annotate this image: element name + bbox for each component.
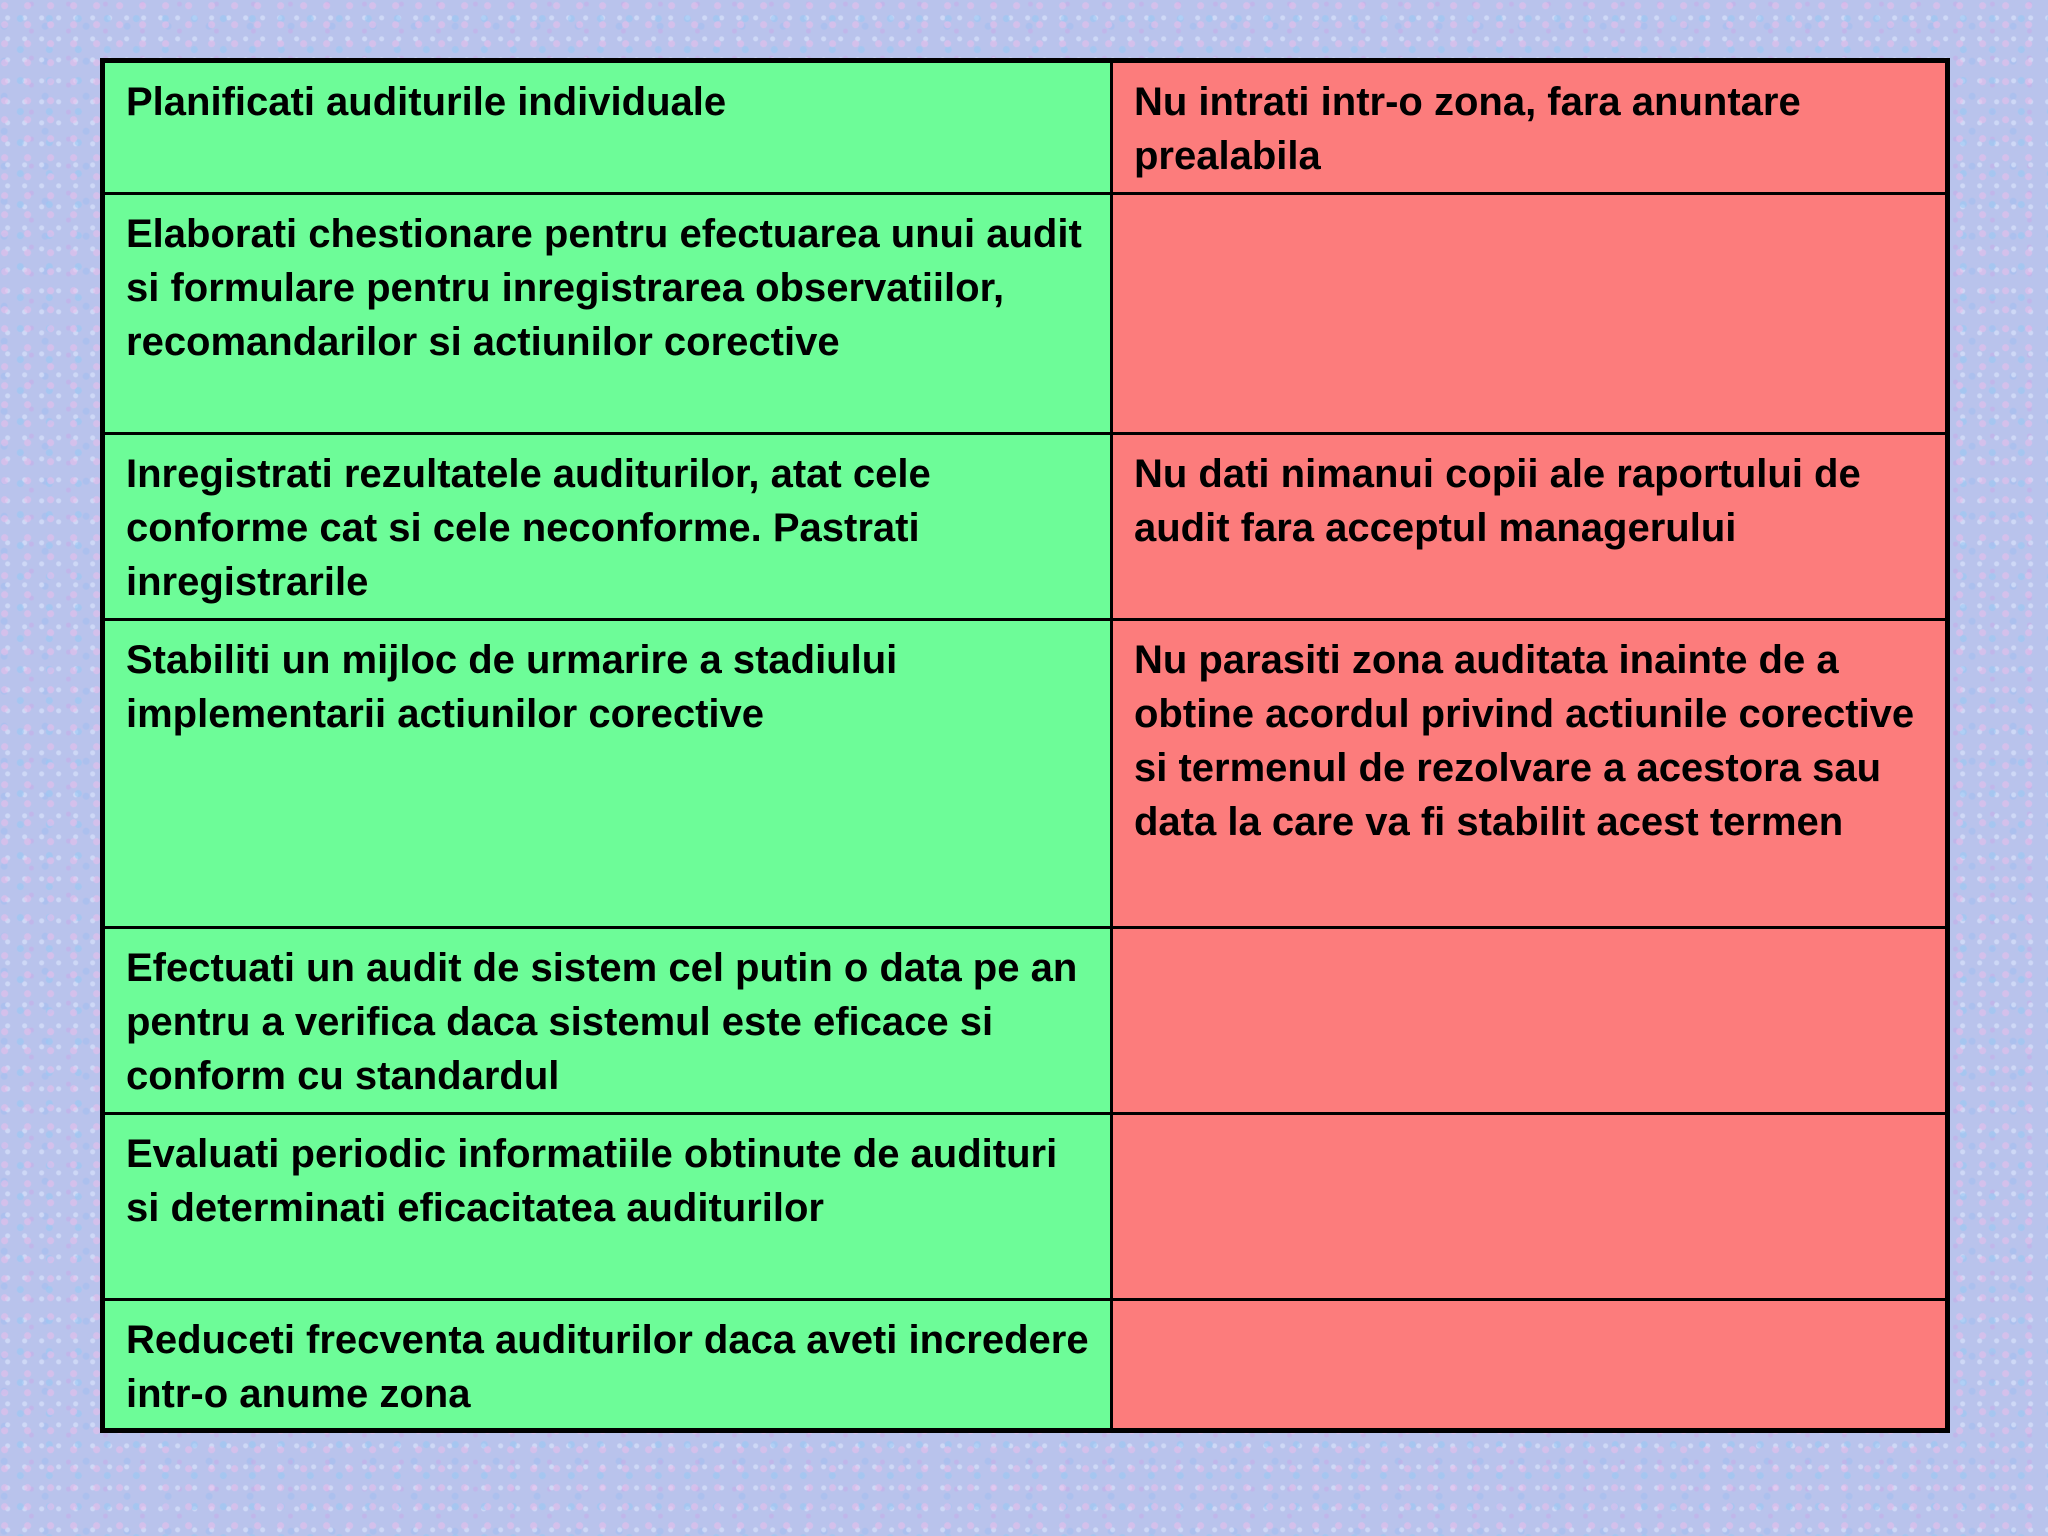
do-cell: Planificati auditurile individuale bbox=[103, 61, 1112, 194]
dont-cell: Nu intrati intr-o zona, fara anuntare prealabila bbox=[1112, 61, 1948, 194]
table-row bbox=[103, 194, 1948, 434]
table-row bbox=[103, 1114, 1948, 1300]
table-row bbox=[103, 928, 1948, 1114]
do-cell: Elaborati chestionare pentru efectuarea unui audit si formulare pentru inregistrarea observatiilor, recomandarilor si actiunilor corective bbox=[103, 194, 1112, 434]
dont-cell: Nu dati nimanui copii ale raportului de audit fara acceptul managerului bbox=[1112, 434, 1948, 620]
dont-cell bbox=[1112, 194, 1948, 434]
dont-cell bbox=[1112, 1114, 1948, 1300]
do-cell: Reduceti frecventa auditurilor daca aveti incredere intr-o anume zona bbox=[103, 1300, 1112, 1431]
table-row bbox=[103, 434, 1948, 620]
dont-cell: Nu parasiti zona auditata inainte de a obtine acordul privind actiunile corective si termenul de rezolvare a acestora sau data la care va fi stabilit acest termen bbox=[1112, 620, 1948, 928]
do-cell: Inregistrati rezultatele auditurilor, atat cele conforme cat si cele neconforme. Pastrati inregistrarile bbox=[103, 434, 1112, 620]
dont-cell bbox=[1112, 1300, 1948, 1431]
do-cell: Stabiliti un mijloc de urmarire a stadiului implementarii actiunilor corective bbox=[103, 620, 1112, 928]
do-cell: Efectuati un audit de sistem cel putin o data pe an pentru a verifica daca sistemul este eficace si conform cu standardul bbox=[103, 928, 1112, 1114]
table-row bbox=[103, 620, 1948, 928]
audit-guidelines-table bbox=[100, 58, 1950, 1433]
dont-cell bbox=[1112, 928, 1948, 1114]
table-row bbox=[103, 1300, 1948, 1431]
table-row bbox=[103, 61, 1948, 194]
do-cell: Evaluati periodic informatiile obtinute de audituri si determinati eficacitatea auditurilor bbox=[103, 1114, 1112, 1300]
